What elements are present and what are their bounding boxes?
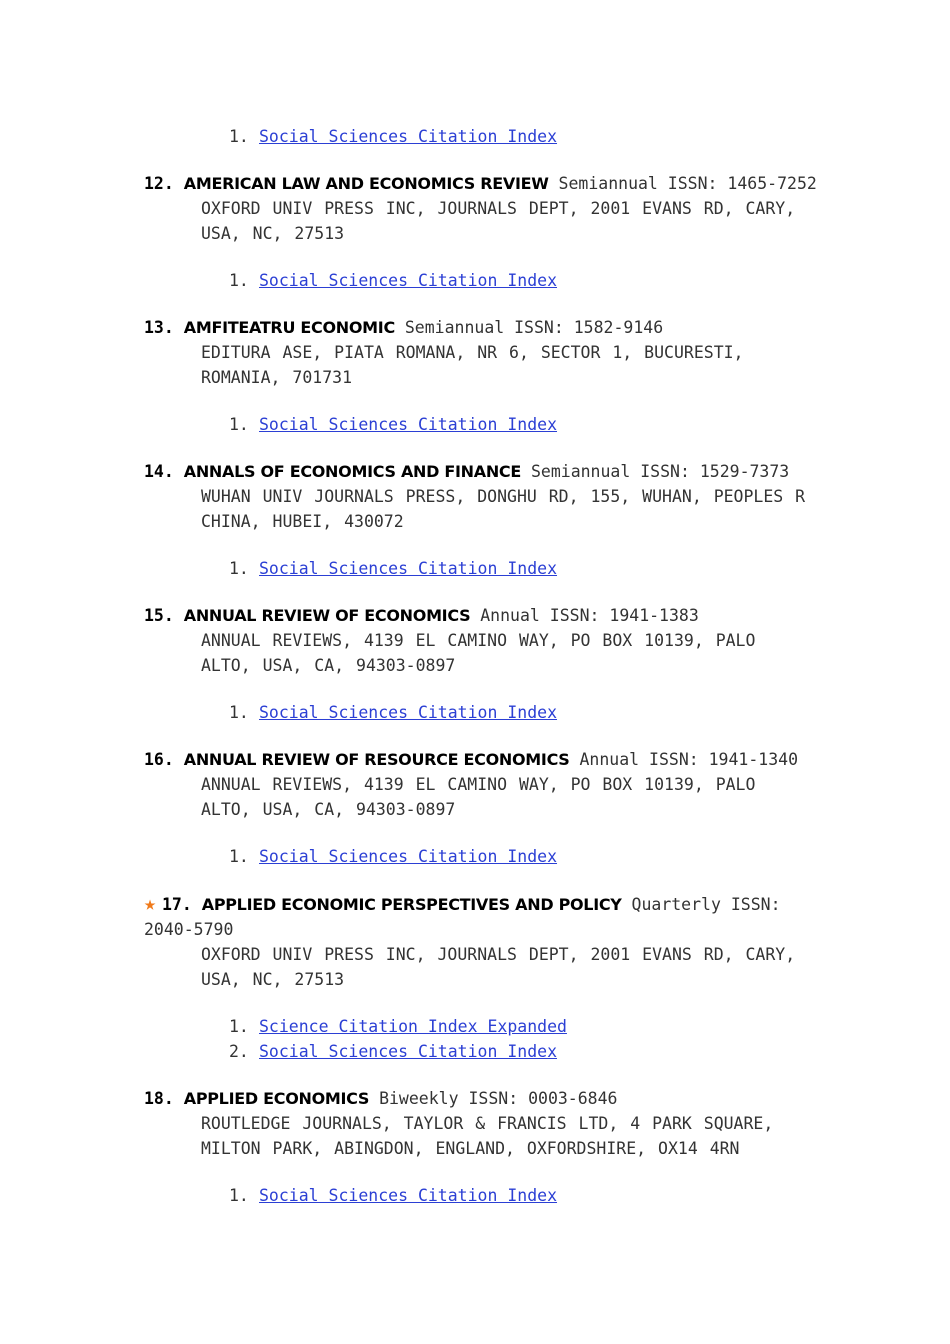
- journal-list-page: [144, 124, 817, 1208]
- journal-number: 13.: [144, 318, 174, 337]
- journal-entry-header: [144, 891, 814, 942]
- top-citation-index-list: [144, 124, 814, 149]
- citation-index-item: [229, 124, 814, 149]
- journal-entry-header: [144, 459, 814, 484]
- citation-index-list: [144, 1183, 814, 1208]
- journal-entry-header: [144, 747, 814, 772]
- journal-entries: [144, 171, 817, 1208]
- publisher-address: OXFORD UNIV PRESS INC, JOURNALS DEPT, 2001 EVANS RD, CARY, USA, NC, 27513: [201, 199, 796, 243]
- journal-title: APPLIED ECONOMICS: [183, 1089, 370, 1108]
- publisher-address: OXFORD UNIV PRESS INC, JOURNALS DEPT, 2001 EVANS RD, CARY, USA, NC, 27513: [201, 945, 796, 989]
- citation-index-item: [229, 1183, 814, 1208]
- journal-title: ANNUAL REVIEW OF ECONOMICS: [183, 606, 471, 625]
- publisher-address: ROUTLEDGE JOURNALS, TAYLOR & FRANCIS LTD, 4 PARK SQUARE, MILTON PARK, ABINGDON, ENGLAND, OXFORDSHIRE, OX14 4RN: [201, 1114, 774, 1158]
- journal-frequency-issn: Semiannual ISSN: 1465-7252: [558, 174, 817, 193]
- citation-index-list: [144, 412, 814, 437]
- citation-index-link[interactable]: Social Sciences Citation Index: [259, 703, 558, 722]
- journal-entry: [144, 1086, 814, 1208]
- journal-title: ANNUAL REVIEW OF RESOURCE ECONOMICS: [183, 750, 570, 769]
- citation-index-list: [144, 556, 814, 581]
- publisher-address: ANNUAL REVIEWS, 4139 EL CAMINO WAY, PO BOX 10139, PALO ALTO, USA, CA, 94303-0897: [201, 631, 756, 675]
- citation-index-link[interactable]: Social Sciences Citation Index: [259, 415, 558, 434]
- citation-index-number: 1.: [229, 559, 249, 578]
- citation-index-link[interactable]: Social Sciences Citation Index: [259, 1042, 558, 1061]
- journal-title: AMERICAN LAW AND ECONOMICS REVIEW: [183, 174, 549, 193]
- citation-index-list: [144, 700, 814, 725]
- citation-index-item: [229, 700, 814, 725]
- citation-index-number: 1.: [229, 271, 249, 290]
- journal-entry-header: [144, 315, 814, 340]
- journal-entry-header: [144, 603, 814, 628]
- citation-index-list: [144, 268, 814, 293]
- journal-frequency-issn: Annual ISSN: 1941-1383: [480, 606, 699, 625]
- citation-index-link[interactable]: Social Sciences Citation Index: [259, 127, 558, 146]
- citation-index-item: [229, 412, 814, 437]
- journal-entry: [144, 891, 814, 1064]
- citation-index-number: 1.: [229, 1017, 249, 1036]
- journal-title: APPLIED ECONOMIC PERSPECTIVES AND POLICY: [201, 895, 622, 914]
- citation-index-number: 1.: [229, 847, 249, 866]
- citation-index-link[interactable]: Social Sciences Citation Index: [259, 847, 558, 866]
- journal-entry: [144, 747, 814, 869]
- journal-number: 12.: [144, 174, 174, 193]
- citation-index-number: 2.: [229, 1042, 249, 1061]
- citation-index-number: 1.: [229, 415, 249, 434]
- citation-index-item: [229, 268, 814, 293]
- citation-index-link[interactable]: Science Citation Index Expanded: [259, 1017, 567, 1036]
- journal-number: 18.: [144, 1089, 174, 1108]
- publisher-address: WUHAN UNIV JOURNALS PRESS, DONGHU RD, 155, WUHAN, PEOPLES R CHINA, HUBEI, 430072: [201, 487, 806, 531]
- citation-index-number: 1.: [229, 127, 249, 146]
- citation-index-link[interactable]: Social Sciences Citation Index: [259, 1186, 558, 1205]
- citation-index-item: [229, 1014, 814, 1039]
- star-icon: ★: [144, 891, 157, 915]
- citation-index-list: [144, 844, 814, 869]
- journal-number: 17.: [162, 895, 192, 914]
- citation-index-number: 1.: [229, 1186, 249, 1205]
- journal-title: AMFITEATRU ECONOMIC: [183, 318, 395, 337]
- journal-frequency-issn: Semiannual ISSN: 1529-7373: [530, 462, 790, 481]
- citation-index-item: [229, 844, 814, 869]
- journal-frequency-issn: Biweekly ISSN: 0003-6846: [379, 1089, 618, 1108]
- journal-entry: [144, 459, 814, 581]
- journal-entry-header: [144, 1086, 814, 1111]
- journal-entry-header: [144, 171, 817, 196]
- citation-index-item: [229, 556, 814, 581]
- publisher-address: EDITURA ASE, PIATA ROMANA, NR 6, SECTOR 1, BUCURESTI, ROMANIA, 701731: [201, 343, 744, 387]
- journal-title: ANNALS OF ECONOMICS AND FINANCE: [183, 462, 522, 481]
- citation-index-list: [144, 1014, 814, 1064]
- citation-index-item: [229, 1039, 814, 1064]
- journal-entry: [144, 315, 814, 437]
- journal-number: 16.: [144, 750, 174, 769]
- citation-index-link[interactable]: Social Sciences Citation Index: [259, 559, 558, 578]
- journal-frequency-issn: Annual ISSN: 1941-1340: [579, 750, 799, 769]
- journal-number: 14.: [144, 462, 174, 481]
- journal-entry: [144, 171, 817, 293]
- citation-index-link[interactable]: Social Sciences Citation Index: [259, 271, 558, 290]
- journal-frequency-issn: Quarterly ISSN: 2040-5790: [144, 895, 781, 939]
- journal-frequency-issn: Semiannual ISSN: 1582-9146: [404, 318, 664, 337]
- citation-index-number: 1.: [229, 703, 249, 722]
- journal-entry: [144, 603, 814, 725]
- journal-number: 15.: [144, 606, 174, 625]
- publisher-address: ANNUAL REVIEWS, 4139 EL CAMINO WAY, PO BOX 10139, PALO ALTO, USA, CA, 94303-0897: [201, 775, 756, 819]
